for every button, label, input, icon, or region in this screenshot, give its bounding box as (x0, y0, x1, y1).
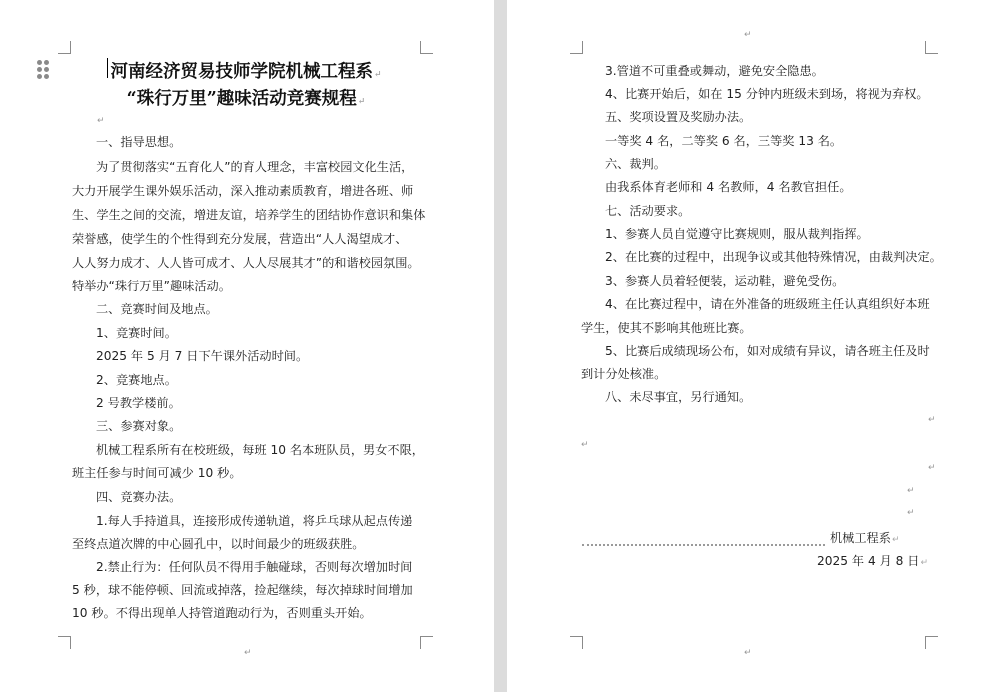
margin-corner-top-right (925, 41, 938, 54)
text-line[interactable]: 5 秒，球不能停顿、回流或掉落，捡起继续，每次掉球时间增加 (72, 583, 413, 597)
empty-paragraph-mark: ↵ (928, 415, 936, 425)
text-line[interactable]: 五、奖项设置及奖励办法。 (605, 110, 752, 124)
text-line[interactable]: 人人努力成才、人人皆可成才、人人尽展其才”的和谐校园氛围。 (72, 256, 420, 270)
text-line[interactable]: 2025 年 5 月 7 日下午课外活动时间。 (96, 349, 309, 363)
empty-paragraph-mark: ↵ (744, 30, 752, 40)
text-line[interactable]: 荣誉感，使学生的个性得到充分发展，营造出“人人渴望成才、 (72, 232, 408, 246)
text-line[interactable]: 4、在比赛过程中，请在外准备的班级班主任认真组织好本班 (605, 297, 930, 311)
text-line[interactable]: 至终点道次牌的中心圆孔中，以时间最少的班级获胜。 (72, 537, 365, 551)
text-line[interactable]: 六、裁判。 (605, 157, 666, 171)
text-line[interactable]: 七、活动要求。 (605, 204, 691, 218)
margin-corner-bottom-right (925, 636, 938, 649)
empty-paragraph-mark: ↵ (244, 648, 252, 658)
margin-corner-top-left (570, 41, 583, 54)
signature-org[interactable]: 机械工程系↵ (830, 531, 900, 545)
page-gap (494, 0, 507, 692)
empty-paragraph-mark: ↵ (907, 486, 915, 496)
signature-date[interactable]: 2025 年 4 月 8 日↵ (817, 554, 929, 568)
text-line[interactable]: 生、学生之间的交流，增进友谊，培养学生的团结协作意识和集体 (72, 208, 426, 222)
text-line[interactable]: 大力开展学生课外娱乐活动，深入推动素质教育，增进各班、师 (72, 184, 414, 198)
text-line[interactable]: 四、竞赛办法。 (96, 490, 182, 504)
text-line[interactable]: 2、竞赛地点。 (96, 373, 177, 387)
text-line[interactable]: 为了贯彻落实“五育化人”的育人理念，丰富校园文化生活， (96, 160, 414, 174)
margin-corner-bottom-right (420, 636, 433, 649)
empty-paragraph-mark: ↵ (928, 463, 936, 473)
margin-corner-bottom-left (570, 636, 583, 649)
empty-paragraph-mark: ↵ (907, 508, 915, 518)
text-line[interactable]: 三、参赛对象。 (96, 419, 182, 433)
text-line[interactable]: 2.禁止行为：任何队员不得用手触碰球，否则每次增加时间 (96, 560, 413, 574)
text-line[interactable]: 由我系体育老师和 4 名教师，4 名教官担任。 (605, 180, 852, 194)
doc-title-line1[interactable]: 河南经济贸易技师学院机械工程系↵ (110, 62, 382, 82)
text-line[interactable]: 1、参赛人员自觉遵守比赛规则，服从裁判指挥。 (605, 227, 869, 241)
text-line[interactable]: 机械工程系所有在校班级，每班 10 名本班队员，男女不限， (96, 443, 424, 457)
text-line[interactable]: 班主任参与时间可减少 10 秒。 (72, 466, 242, 480)
empty-paragraph-mark: ↵ (744, 648, 752, 658)
text-line[interactable]: 2 号教学楼前。 (96, 396, 181, 410)
text-line[interactable]: 特举办“珠行万里”趣味活动。 (72, 279, 231, 293)
text-line[interactable]: 5、比赛后成绩现场公布，如对成绩有异议，请各班主任及时 (605, 344, 930, 358)
text-line[interactable]: 学生，使其不影响其他班比赛。 (581, 321, 752, 335)
text-line[interactable]: 3、参赛人员着轻便装，运动鞋，避免受伤。 (605, 274, 845, 288)
text-line[interactable]: 2、在比赛的过程中，出现争议或其他特殊情况，由裁判决定。 (605, 250, 942, 264)
text-line[interactable]: 3.管道不可重叠或舞动，避免安全隐患。 (605, 64, 824, 78)
text-line[interactable]: 1.每人手持道具，连接形成传递轨道，将乒乓球从起点传递 (96, 514, 413, 528)
empty-paragraph-mark: ↵ (97, 116, 105, 126)
text-line[interactable]: 4、比赛开始后，如在 15 分钟内班级未到场，将视为弃权。 (605, 87, 929, 101)
empty-paragraph-mark: ↵ (581, 440, 589, 450)
drag-handle-icon[interactable] (37, 60, 49, 78)
document-page-left[interactable] (0, 0, 494, 692)
text-line[interactable]: 1、竞赛时间。 (96, 326, 177, 340)
margin-corner-bottom-left (58, 636, 71, 649)
text-line[interactable]: 一等奖 4 名，二等奖 6 名，三等奖 13 名。 (605, 134, 843, 148)
signature-leader-dots (582, 530, 825, 546)
doc-title-line2[interactable]: “珠行万里”趣味活动竞赛规程↵ (126, 89, 366, 109)
text-line[interactable]: 一、指导思想。 (96, 135, 182, 149)
text-line[interactable]: 八、未尽事宜，另行通知。 (605, 390, 752, 404)
margin-corner-top-right (420, 41, 433, 54)
margin-corner-top-left (58, 41, 71, 54)
text-line[interactable]: 到计分处核准。 (581, 367, 667, 381)
text-line[interactable]: 二、竞赛时间及地点。 (96, 302, 218, 316)
text-line[interactable]: 10 秒。不得出现单人持管道跑动行为，否则重头开始。 (72, 606, 372, 620)
